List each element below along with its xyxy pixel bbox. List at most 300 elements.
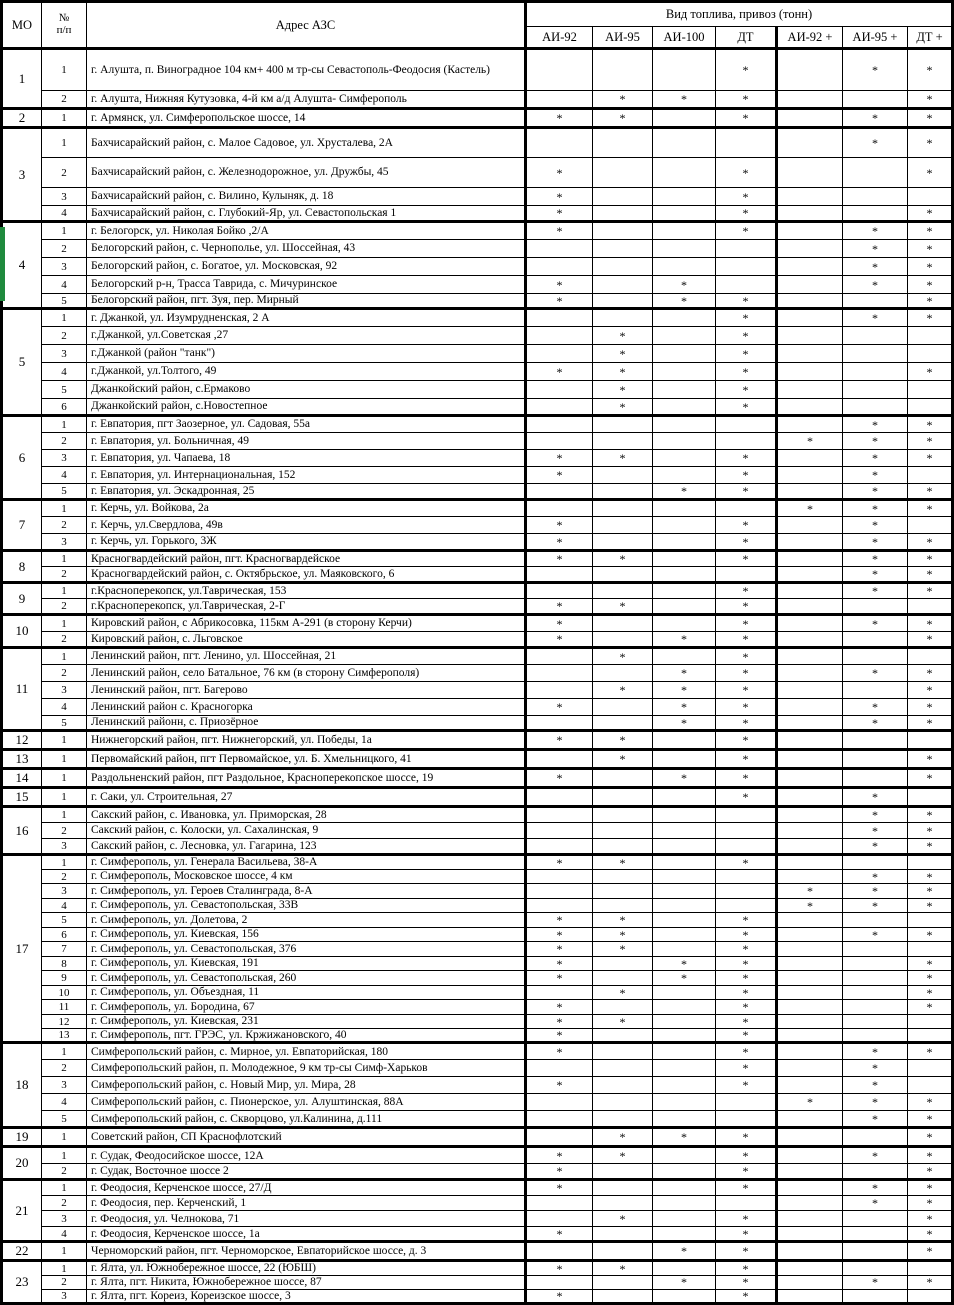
fuel-mark-cell: [593, 957, 653, 971]
fuel-mark-cell: *: [908, 1147, 953, 1164]
fuel-mark-cell: *: [716, 484, 777, 500]
fuel-mark-cell: [653, 884, 716, 899]
address-cell: Ленинский район, пгт. Ленино, ул. Шоссейная, 21: [87, 648, 526, 665]
address-cell: г. Алушта, Нижняя Кутузовка, 4-й км а/д Алушта- Симферополь: [87, 91, 526, 109]
fuel-mark-cell: [777, 855, 843, 870]
address-cell: г. Симферополь, ул. Киевская, 156: [87, 928, 526, 942]
fuel-mark-cell: *: [716, 450, 777, 467]
fuel-mark-cell: [777, 309, 843, 327]
fuel-mark-cell: *: [716, 517, 777, 534]
num-cell: 2: [42, 1275, 87, 1289]
station-row: [2, 188, 953, 206]
station-row: [2, 240, 953, 258]
fuel-mark-cell: *: [843, 484, 908, 500]
num-cell: 3: [42, 258, 87, 276]
fuel-mark-cell: [777, 913, 843, 928]
fuel-mark-cell: [777, 1147, 843, 1164]
fuel-mark-cell: [653, 381, 716, 399]
station-row: [2, 1077, 953, 1094]
fuel-mark-cell: [716, 500, 777, 517]
fuel-mark-cell: *: [593, 928, 653, 942]
fuel-mark-cell: *: [908, 1094, 953, 1111]
fuel-mark-cell: *: [908, 222, 953, 240]
fuel-mark-cell: *: [908, 615, 953, 632]
num-cell: 2: [42, 240, 87, 258]
fuel-mark-cell: [908, 345, 953, 363]
col-header-dt-plus: ДТ +: [908, 27, 953, 49]
station-row: [2, 599, 953, 615]
fuel-mark-cell: *: [526, 971, 593, 986]
fuel-mark-cell: [716, 416, 777, 433]
fuel-mark-cell: [716, 807, 777, 823]
station-row: [2, 450, 953, 467]
num-cell: 1: [42, 222, 87, 240]
fuel-mark-cell: *: [716, 109, 777, 128]
fuel-mark-cell: [593, 870, 653, 884]
fuel-mark-cell: *: [908, 682, 953, 699]
address-cell: г. Евпатория, ул. Эскадронная, 25: [87, 484, 526, 500]
fuel-mark-cell: [593, 1029, 653, 1043]
fuel-mark-cell: [526, 345, 593, 363]
table-header: [2, 2, 953, 49]
fuel-mark-cell: *: [716, 583, 777, 599]
fuel-mark-cell: *: [843, 222, 908, 240]
num-cell: 4: [42, 699, 87, 716]
address-cell: Джанкойский район, с.Новостепное: [87, 399, 526, 416]
fuel-mark-cell: *: [908, 258, 953, 276]
fuel-mark-cell: *: [908, 294, 953, 309]
fuel-mark-cell: [908, 1060, 953, 1077]
mo-cell: 3: [2, 128, 42, 222]
fuel-mark-cell: [593, 309, 653, 327]
fuel-mark-cell: *: [716, 91, 777, 109]
station-row: [2, 567, 953, 583]
fuel-mark-cell: [777, 1227, 843, 1242]
fuel-mark-cell: *: [908, 1128, 953, 1147]
fuel-mark-cell: *: [716, 158, 777, 188]
fuel-mark-cell: [593, 1111, 653, 1128]
fuel-mark-cell: [843, 769, 908, 788]
fuel-mark-cell: [526, 1275, 593, 1289]
fuel-mark-cell: *: [716, 648, 777, 665]
address-cell: Красногвардейский район, пгт. Красногвардейское: [87, 551, 526, 567]
address-cell: г. Керчь, ул. Войкова, 2а: [87, 500, 526, 517]
mo-cell: 17: [2, 855, 42, 1043]
mo-cell: 4: [2, 222, 42, 309]
fuel-mark-cell: [843, 206, 908, 222]
fuel-mark-cell: [843, 1289, 908, 1303]
fuel-mark-cell: [653, 807, 716, 823]
fuel-mark-cell: [593, 534, 653, 551]
station-row: [2, 1094, 953, 1111]
fuel-mark-cell: [526, 648, 593, 665]
fuel-mark-cell: *: [716, 1147, 777, 1164]
fuel-mark-cell: [908, 327, 953, 345]
fuel-mark-cell: *: [843, 870, 908, 884]
fuel-mark-cell: *: [843, 128, 908, 158]
fuel-mark-cell: [716, 870, 777, 884]
fuel-mark-cell: [716, 1111, 777, 1128]
fuel-mark-cell: [526, 128, 593, 158]
mo-cell: 11: [2, 648, 42, 731]
fuel-mark-cell: [843, 399, 908, 416]
fuel-mark-cell: *: [908, 450, 953, 467]
fuel-mark-cell: *: [593, 599, 653, 615]
fuel-mark-cell: *: [593, 682, 653, 699]
fuel-mark-cell: [653, 1196, 716, 1211]
fuel-mark-cell: *: [593, 109, 653, 128]
fuel-mark-cell: [908, 399, 953, 416]
station-row: [2, 467, 953, 484]
fuel-mark-cell: [716, 839, 777, 855]
fuel-mark-cell: *: [777, 1094, 843, 1111]
fuel-mark-cell: [593, 1043, 653, 1060]
station-row: [2, 345, 953, 363]
fuel-mark-cell: [843, 381, 908, 399]
address-cell: Белогорский район, с. Богатое, ул. Московская, 92: [87, 258, 526, 276]
fuel-mark-cell: [777, 870, 843, 884]
fuel-mark-cell: *: [593, 986, 653, 1000]
fuel-mark-cell: [716, 240, 777, 258]
fuel-mark-cell: [777, 839, 843, 855]
address-cell: г. Судак, Восточное шоссе 2: [87, 1164, 526, 1180]
address-cell: г. Феодосия, ул. Челнокова, 71: [87, 1211, 526, 1227]
fuel-mark-cell: [653, 1227, 716, 1242]
fuel-mark-cell: *: [716, 1227, 777, 1242]
fuel-mark-cell: *: [653, 632, 716, 648]
fuel-mark-cell: *: [653, 716, 716, 731]
station-row: [2, 1242, 953, 1261]
fuel-mark-cell: *: [526, 599, 593, 615]
fuel-mark-cell: [777, 551, 843, 567]
fuel-mark-cell: [908, 381, 953, 399]
fuel-mark-cell: *: [716, 1242, 777, 1261]
num-cell: 1: [42, 807, 87, 823]
fuel-mark-cell: *: [843, 416, 908, 433]
num-cell: 1: [42, 1261, 87, 1275]
station-row: [2, 1261, 953, 1275]
station-row: [2, 551, 953, 567]
fuel-mark-cell: [716, 823, 777, 839]
fuel-mark-cell: *: [908, 1196, 953, 1211]
num-cell: 1: [42, 500, 87, 517]
num-cell: 1: [42, 615, 87, 632]
num-cell: 5: [42, 913, 87, 928]
fuel-mark-cell: *: [716, 1261, 777, 1275]
station-row: [2, 682, 953, 699]
fuel-mark-cell: *: [908, 500, 953, 517]
fuel-mark-cell: [843, 1242, 908, 1261]
fuel-mark-cell: *: [526, 534, 593, 551]
station-row: [2, 823, 953, 839]
fuel-mark-cell: [653, 750, 716, 769]
fuel-mark-cell: *: [716, 1289, 777, 1303]
address-cell: г. Симферополь, ул. Киевская, 231: [87, 1015, 526, 1029]
fuel-mark-cell: [777, 327, 843, 345]
fuel-mark-cell: [843, 91, 908, 109]
fuel-mark-cell: *: [843, 1060, 908, 1077]
address-cell: Ленинский район с. Красногорка: [87, 699, 526, 716]
address-cell: Бахчисарайский район, с. Глубокий-Яр, ул. Севастопольская 1: [87, 206, 526, 222]
station-row: [2, 986, 953, 1000]
fuel-mark-cell: *: [777, 433, 843, 450]
station-row: [2, 276, 953, 294]
address-cell: Сакский район, с. Ивановка, ул. Приморская, 28: [87, 807, 526, 823]
fuel-mark-cell: [908, 1029, 953, 1043]
num-cell: 1: [42, 1242, 87, 1261]
fuel-mark-cell: [777, 1077, 843, 1094]
fuel-mark-cell: *: [908, 839, 953, 855]
fuel-mark-cell: [653, 1211, 716, 1227]
fuel-mark-cell: *: [908, 884, 953, 899]
fuel-mark-cell: [777, 942, 843, 957]
num-cell: 1: [42, 648, 87, 665]
fuel-mark-cell: [653, 1180, 716, 1196]
fuel-mark-cell: *: [716, 986, 777, 1000]
fuel-mark-cell: *: [908, 91, 953, 109]
fuel-mark-cell: [777, 716, 843, 731]
fuel-mark-cell: [843, 1015, 908, 1029]
fuel-mark-cell: *: [716, 1164, 777, 1180]
fuel-mark-cell: [777, 1164, 843, 1180]
fuel-mark-cell: [777, 109, 843, 128]
fuel-mark-cell: *: [908, 416, 953, 433]
fuel-mark-cell: [653, 363, 716, 381]
fuel-mark-cell: *: [716, 363, 777, 381]
fuel-mark-cell: *: [843, 699, 908, 716]
col-header-ai95-plus: АИ-95 +: [843, 27, 908, 49]
num-cell: 3: [42, 188, 87, 206]
num-cell: 5: [42, 716, 87, 731]
fuel-mark-cell: [526, 583, 593, 599]
address-cell: Белогорский район, с. Чернополье, ул. Шоссейная, 43: [87, 240, 526, 258]
station-row: [2, 258, 953, 276]
station-row: [2, 855, 953, 870]
address-cell: Симферопольский район, с. Новый Мир, ул. Мира, 28: [87, 1077, 526, 1094]
num-cell: 3: [42, 884, 87, 899]
fuel-mark-cell: *: [843, 807, 908, 823]
fuel-mark-cell: *: [716, 599, 777, 615]
address-cell: г. Симферополь, пгт. ГРЭС, ул. Кржижановского, 40: [87, 1029, 526, 1043]
mo-cell: 13: [2, 750, 42, 769]
fuel-mark-cell: [653, 309, 716, 327]
fuel-mark-cell: [526, 327, 593, 345]
fuel-mark-cell: *: [593, 1261, 653, 1275]
fuel-mark-cell: *: [843, 551, 908, 567]
fuel-mark-cell: [653, 1289, 716, 1303]
station-row: [2, 1211, 953, 1227]
address-cell: г. Ялта, ул. Южнобережное шоссе, 22 (ЮБШ): [87, 1261, 526, 1275]
col-header-mo: МО: [2, 2, 42, 49]
fuel-mark-cell: [777, 1180, 843, 1196]
num-cell: 1: [42, 731, 87, 750]
fuel-mark-cell: *: [908, 986, 953, 1000]
mo-cell: 22: [2, 1242, 42, 1261]
fuel-mark-cell: [843, 632, 908, 648]
num-cell: 1: [42, 128, 87, 158]
fuel-mark-cell: [908, 1077, 953, 1094]
fuel-mark-cell: *: [908, 870, 953, 884]
fuel-mark-cell: [777, 276, 843, 294]
fuel-mark-cell: *: [843, 450, 908, 467]
num-cell: 4: [42, 467, 87, 484]
fuel-mark-cell: [593, 294, 653, 309]
fuel-mark-cell: [843, 363, 908, 381]
fuel-mark-cell: *: [716, 1077, 777, 1094]
fuel-mark-cell: *: [526, 1147, 593, 1164]
station-row: [2, 1227, 953, 1242]
fuel-mark-cell: *: [908, 128, 953, 158]
num-cell: 1: [42, 1147, 87, 1164]
fuel-mark-cell: [593, 416, 653, 433]
green-edge-marker: [0, 227, 5, 301]
fuel-mark-cell: [777, 363, 843, 381]
fuel-mark-cell: *: [716, 327, 777, 345]
address-cell: Белогорский р-н, Трасса Таврида, с. Мичуринское: [87, 276, 526, 294]
fuel-mark-cell: *: [908, 1180, 953, 1196]
fuel-mark-cell: [593, 567, 653, 583]
fuel-mark-cell: *: [716, 222, 777, 240]
fuel-mark-cell: *: [843, 839, 908, 855]
fuel-mark-cell: [777, 731, 843, 750]
fuel-mark-cell: *: [526, 942, 593, 957]
fuel-mark-cell: *: [908, 699, 953, 716]
fuel-mark-cell: *: [908, 928, 953, 942]
fuel-mark-cell: [777, 534, 843, 551]
fuel-mark-cell: *: [653, 276, 716, 294]
fuel-mark-cell: [653, 188, 716, 206]
fuel-mark-cell: [526, 682, 593, 699]
fuel-mark-cell: [653, 1043, 716, 1060]
fuel-mark-cell: [653, 648, 716, 665]
fuel-mark-cell: [653, 1077, 716, 1094]
address-cell: г. Евпатория, ул. Больничная, 49: [87, 433, 526, 450]
fuel-mark-cell: [593, 467, 653, 484]
station-row: [2, 381, 953, 399]
fuel-mark-cell: [653, 109, 716, 128]
fuel-mark-cell: *: [653, 971, 716, 986]
fuel-mark-cell: *: [653, 769, 716, 788]
fuel-mark-cell: *: [843, 899, 908, 913]
fuel-mark-cell: *: [843, 1180, 908, 1196]
fuel-mark-cell: [526, 240, 593, 258]
mo-cell: 2: [2, 109, 42, 128]
fuel-mark-cell: [593, 1094, 653, 1111]
fuel-mark-cell: [653, 928, 716, 942]
fuel-mark-cell: [653, 583, 716, 599]
fuel-mark-cell: *: [908, 1275, 953, 1289]
fuel-mark-cell: *: [716, 467, 777, 484]
station-row: [2, 1128, 953, 1147]
address-cell: Кировский район, с Абрикосовка, 115км А-291 (в сторону Керчи): [87, 615, 526, 632]
fuel-mark-cell: *: [908, 807, 953, 823]
fuel-mark-cell: [526, 1242, 593, 1261]
fuel-mark-cell: [526, 49, 593, 91]
station-row: [2, 1015, 953, 1029]
address-cell: г. Евпатория, ул. Интернациональная, 152: [87, 467, 526, 484]
station-row: [2, 769, 953, 788]
address-cell: Кировский район, с. Льговское: [87, 632, 526, 648]
num-cell: 2: [42, 599, 87, 615]
fuel-mark-cell: [843, 294, 908, 309]
fuel-mark-cell: [777, 1289, 843, 1303]
num-header-line2: п/п: [56, 24, 72, 36]
address-cell: г. Алушта, п. Виноградное 104 км+ 400 м тр-сы Севастополь-Феодосия (Кастель): [87, 49, 526, 91]
num-cell: 2: [42, 517, 87, 534]
station-row: [2, 49, 953, 91]
fuel-mark-cell: *: [908, 1164, 953, 1180]
fuel-mark-cell: [653, 1060, 716, 1077]
fuel-mark-cell: [653, 870, 716, 884]
fuel-mark-cell: *: [653, 1128, 716, 1147]
fuel-mark-cell: *: [716, 1060, 777, 1077]
address-cell: г. Саки, ул. Строительная, 27: [87, 788, 526, 807]
address-cell: г. Евпатория, пгт Заозерное, ул. Садовая, 55а: [87, 416, 526, 433]
address-cell: г. Евпатория, ул. Чапаева, 18: [87, 450, 526, 467]
num-cell: 5: [42, 484, 87, 500]
station-row: [2, 109, 953, 128]
fuel-mark-cell: [777, 986, 843, 1000]
fuel-mark-cell: *: [716, 49, 777, 91]
station-row: [2, 1029, 953, 1043]
fuel-mark-cell: [653, 534, 716, 551]
address-cell: Бахчисарайский район, с. Малое Садовое, ул. Хрусталева, 2А: [87, 128, 526, 158]
fuel-mark-cell: [908, 855, 953, 870]
fuel-mark-cell: *: [908, 1242, 953, 1261]
fuel-mark-cell: *: [653, 699, 716, 716]
mo-cell: 16: [2, 807, 42, 855]
fuel-mark-cell: [593, 484, 653, 500]
fuel-mark-cell: [526, 399, 593, 416]
fuel-mark-cell: *: [843, 615, 908, 632]
fuel-mark-cell: *: [908, 716, 953, 731]
fuel-mark-cell: *: [593, 381, 653, 399]
fuel-mark-cell: [777, 450, 843, 467]
station-row: [2, 870, 953, 884]
fuel-mark-cell: *: [908, 1211, 953, 1227]
fuel-mark-cell: [526, 91, 593, 109]
fuel-mark-cell: *: [526, 1029, 593, 1043]
fuel-mark-cell: *: [526, 109, 593, 128]
address-cell: г.Красноперекопск, ул.Таврическая, 2-Г: [87, 599, 526, 615]
fuel-mark-cell: [843, 682, 908, 699]
fuel-mark-cell: *: [593, 1128, 653, 1147]
address-cell: Симферопольский район, с. Пионерское, ул. Алуштинская, 88А: [87, 1094, 526, 1111]
num-cell: 1: [42, 416, 87, 433]
fuel-mark-cell: *: [716, 716, 777, 731]
fuel-mark-cell: [777, 699, 843, 716]
fuel-mark-cell: *: [908, 433, 953, 450]
fuel-mark-cell: [908, 648, 953, 665]
fuel-mark-cell: [716, 433, 777, 450]
fuel-mark-cell: [653, 345, 716, 363]
fuel-mark-cell: *: [843, 109, 908, 128]
fuel-mark-cell: [593, 433, 653, 450]
mo-cell: 18: [2, 1043, 42, 1128]
fuel-mark-cell: [716, 276, 777, 294]
fuel-mark-cell: [777, 615, 843, 632]
fuel-mark-cell: [843, 971, 908, 986]
num-cell: 12: [42, 1015, 87, 1029]
station-row: [2, 699, 953, 716]
header-row-top: [2, 2, 953, 27]
fuel-mark-cell: *: [843, 500, 908, 517]
fuel-mark-cell: *: [593, 1147, 653, 1164]
fuel-mark-cell: *: [593, 399, 653, 416]
fuel-mark-cell: [908, 1261, 953, 1275]
fuel-mark-cell: *: [843, 309, 908, 327]
fuel-mark-cell: [653, 942, 716, 957]
